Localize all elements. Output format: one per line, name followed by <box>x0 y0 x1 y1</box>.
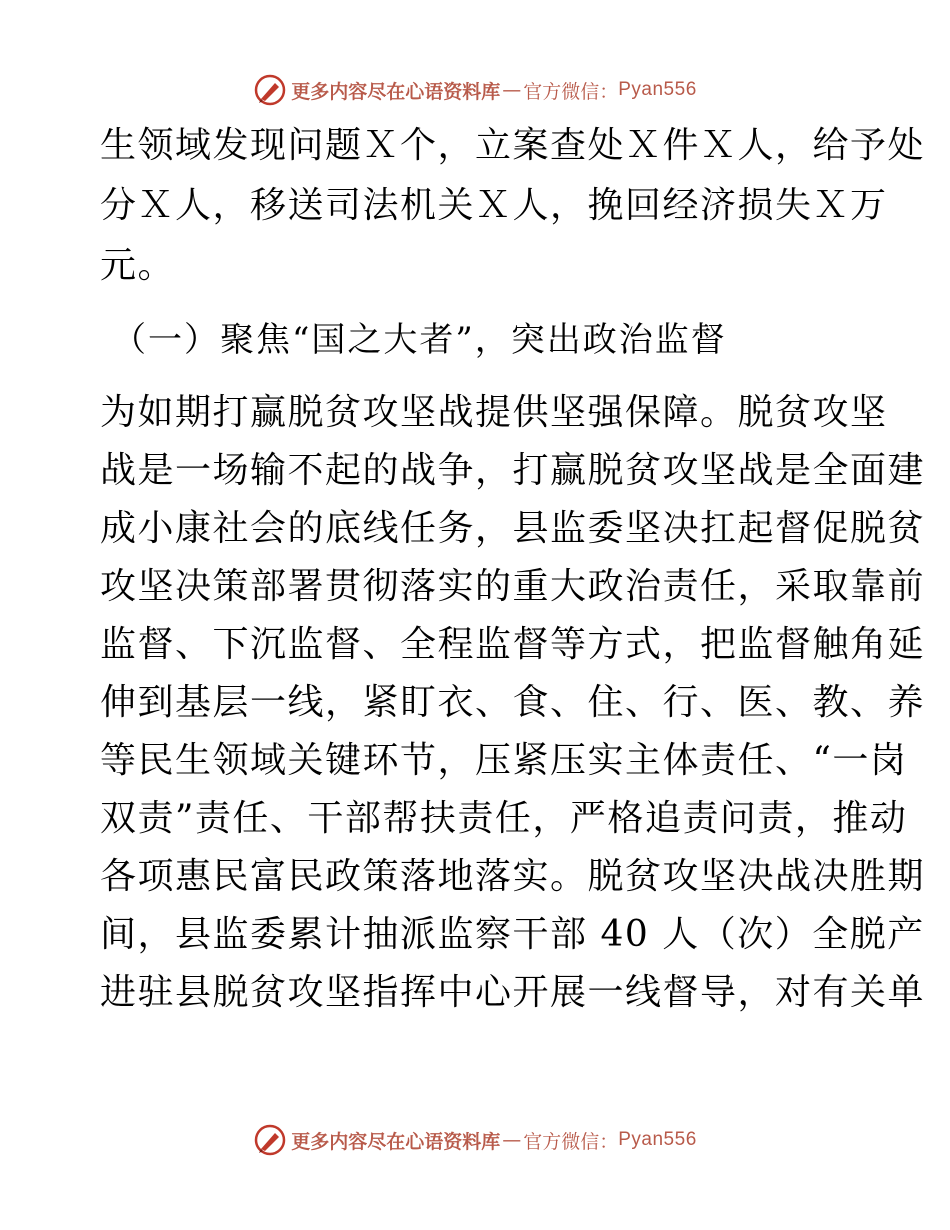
text-line: 元。 <box>100 245 176 286</box>
pen-logo-icon <box>253 73 287 107</box>
text-line: 进驻县脱贫攻坚指挥中心开展一线督导，对有关单 <box>100 972 926 1013</box>
watermark-text: 更多内容尽在心语资料库 <box>291 80 501 103</box>
text-line: 伸到基层一线，紧盯衣、食、住、行、医、教、养 <box>100 682 926 723</box>
watermark-weixin-label: 官方微信： <box>523 80 619 103</box>
text-line: 等民生领域关键环节，压紧压实主体责任、“一岗 <box>100 740 908 781</box>
text-line: 生领域发现问题Ｘ个，立案查处Ｘ件Ｘ人，给予处 <box>100 125 926 166</box>
watermark-text: 更多内容尽在心语资料库 <box>291 1130 501 1153</box>
watermark-dash: — <box>502 79 522 101</box>
text-line: 成小康社会的底线任务，县监委坚决扛起督促脱贫 <box>100 508 926 549</box>
text-line: 为如期打赢脱贫攻坚战提供坚强保障。脱贫攻坚 <box>100 392 888 433</box>
watermark-weixin-id: Pyan556 <box>618 1129 697 1150</box>
pen-logo-icon <box>253 1123 287 1157</box>
watermark-weixin-id: Pyan556 <box>618 79 697 100</box>
text-line: 战是一场输不起的战争，打赢脱贫攻坚战是全面建 <box>100 450 926 491</box>
watermark-dash: — <box>502 1129 522 1151</box>
text-line: 分Ｘ人，移送司法机关Ｘ人，挽回经济损失Ｘ万 <box>100 185 888 226</box>
text-line: 双责”责任、干部帮扶责任，严格追责问责，推动 <box>100 798 908 839</box>
watermark-footer <box>0 1120 950 1160</box>
section-heading: （一）聚焦“国之大者”，突出政治监督 <box>112 320 727 360</box>
text-line: 监督、下沉监督、全程监督等方式，把监督触角延 <box>100 624 926 665</box>
text-line: 攻坚决策部署贯彻落实的重大政治责任，采取靠前 <box>100 566 926 607</box>
text-line: 间，县监委累计抽派监察干部 40 人（次）全脱产 <box>100 914 925 955</box>
text-line: 各项惠民富民政策落地落实。脱贫攻坚决战决胜期 <box>100 856 926 897</box>
watermark-header <box>0 70 950 110</box>
watermark-weixin-label: 官方微信： <box>523 1130 619 1153</box>
